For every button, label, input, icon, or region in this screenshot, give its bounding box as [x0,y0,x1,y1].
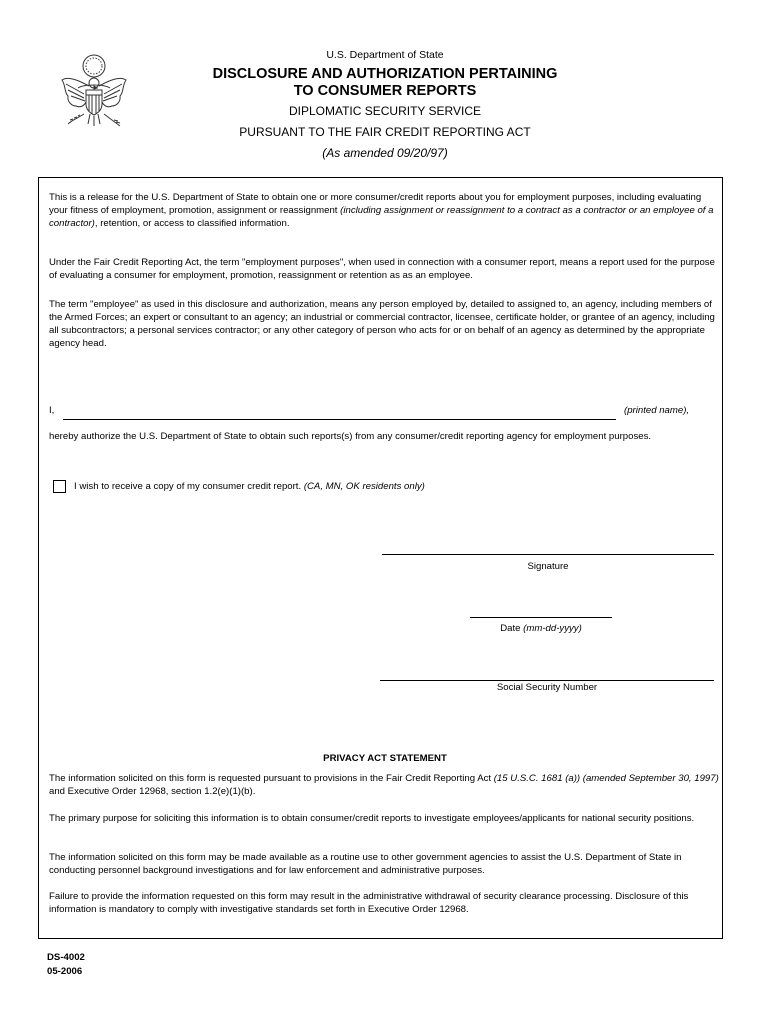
authorization-statement: hereby authorize the U.S. Department of State to obtain such reports(s) from any consumer/credit reporting agency for employment purposes. [49,431,652,442]
privacy-paragraph-purpose: The primary purpose for soliciting this information is to obtain consumer/credit reports to investigate employees/applicants for national security positions. [49,813,695,824]
signature-label: Signature [527,561,569,572]
date-field[interactable] [470,617,612,618]
release-text-end: , retention, or access to classified information. [94,218,290,229]
date-text: Date [500,623,524,634]
privacy-paragraph-authority [49,772,721,798]
privacy-act-title: PRIVACY ACT STATEMENT [323,753,447,764]
service-name: DIPLOMATIC SECURITY SERVICE [288,104,482,118]
printed-name-field[interactable] [63,419,616,420]
i-label: I, [49,405,55,416]
employment-purposes-paragraph: Under the Fair Credit Reporting Act, the term "employment purposes", when used in connection with a consumer report, means a report used for the purpose of evaluating a consumer for employment, promotion, reassignment or retention as as an employee. [49,257,715,281]
form-number: DS-4002 [47,952,85,963]
act-reference: PURSUANT TO THE FAIR CREDIT REPORTING ACT [239,125,531,139]
signature-field[interactable] [382,554,714,555]
privacy-authority-citation: (15 U.S.C. 1681 (a)) (amended September 30, 1997) [493,773,719,784]
privacy-authority-text: The information solicited on this form is requested pursuant to provisions in the Fair Credit Reporting Act [49,773,494,784]
copy-report-residents: (CA, MN, OK residents only) [303,481,425,492]
form-title-line2: TO CONSUMER REPORTS [293,83,477,99]
release-text: This is a release for the U.S. Department of State to obtain one or more consumer/credit reports about you for employment purposes, including evaluating your fitness of employment, promotion, assignment or reassignment [49,192,702,216]
copy-report-label [74,481,425,492]
release-paragraph [49,191,721,230]
date-label [440,623,642,634]
copy-report-text: I wish to receive a copy of my consumer credit report. [74,481,304,492]
amended-date: (As amended 09/20/97) [322,146,448,160]
ssn-label: Social Security Number [496,682,598,693]
form-revision-date: 05-2006 [47,966,83,977]
release-italic-text: (including assignment or reassignment to a contract as a contractor or an employee of a contractor) [49,205,714,229]
privacy-authority-text-end: and Executive Order 12968, section 1.2(e)(1)(b). [49,786,256,797]
copy-report-checkbox[interactable] [53,480,66,493]
employee-definition-paragraph: The term "employee" as used in this disclosure and authorization, means any person employed by, detailed to assigned to, an agency, including members of the Armed Forces; an expert or consultant to an agency; an industrial or commercial contractor, licensee, certificate holder, or grantee of an agency, including all subcontractors; a personal services contractor; or any other category of person who acts for or on behalf of an agency as determined by the appropriate agency head. [49,299,715,349]
printed-name-label: (printed name), [624,405,690,416]
form-title-line1: DISCLOSURE AND AUTHORIZATION PERTAINING [212,66,558,82]
privacy-paragraph-routine-use: The information solicited on this form may be made available as a routine use to other government agencies to assist the U.S. Department of State in conducting personnel background investigations and for law enforcement and administrative purposes. [49,852,682,876]
department-name: U.S. Department of State [326,49,444,61]
ssn-field[interactable] [380,680,714,681]
date-format: (mm-dd-yyyy) [523,623,582,634]
privacy-paragraph-disclosure: Failure to provide the information requested on this form may result in the administrative withdrawal of security clearance processing. Disclosure of this information is mandatory to comply with investigative standards set forth in Executive Order 12968. [49,891,689,915]
